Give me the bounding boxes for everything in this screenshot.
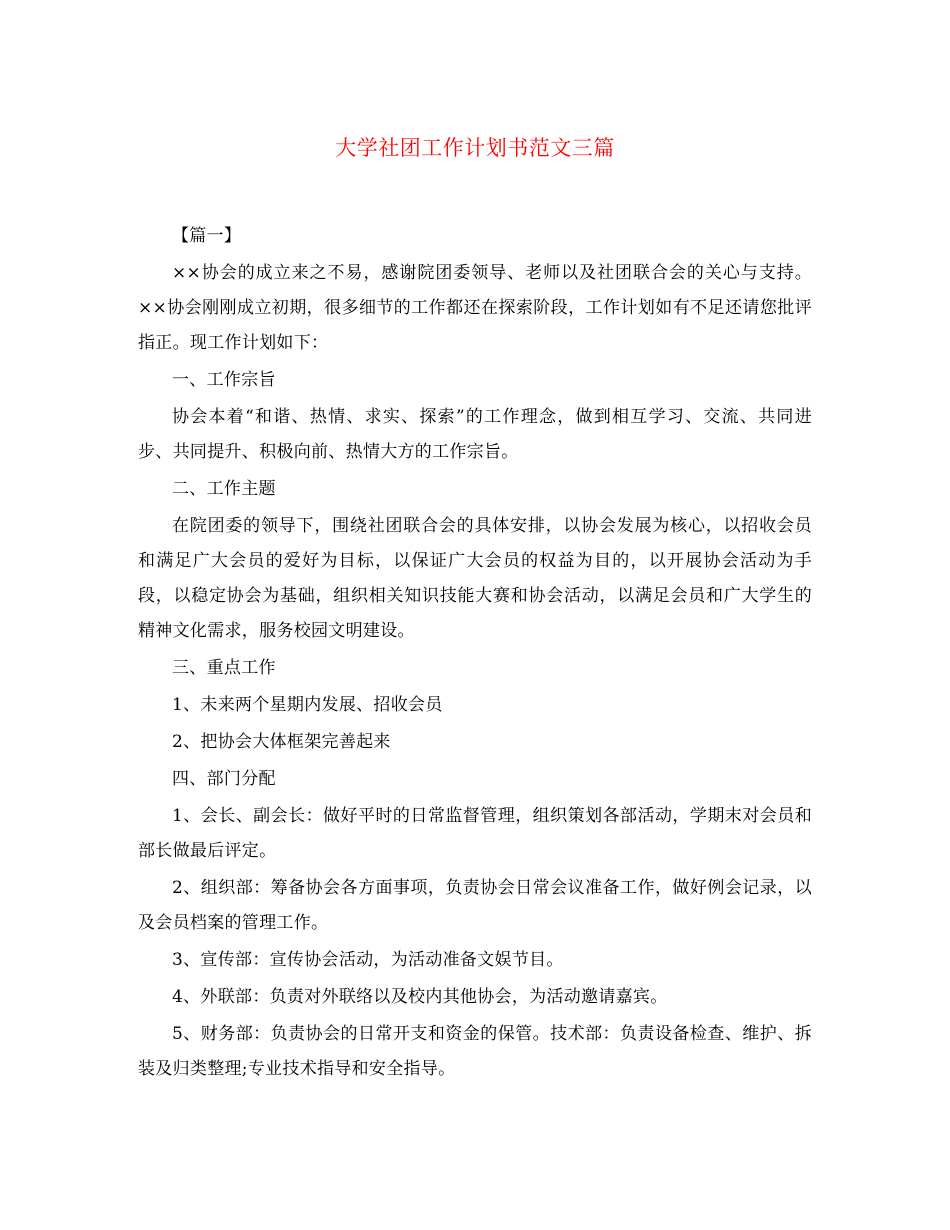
department-item-5: 5、财务部：负责协会的日常开支和资金的保管。技术部：负责设备检查、维护、拆装及归类整理;专业技术指导和安全指导。 — [138, 1024, 812, 1079]
paragraph-work-purpose: 协会本着“和谐、热情、求实、探索”的工作理念，做到相互学习、交流、共同进步、共同提升、积极向前、热情大方的工作宗旨。 — [138, 407, 812, 462]
department-item-3: 3、宣传部：宣传协会活动，为活动准备文娱节目。 — [172, 950, 564, 970]
heading-work-purpose: 一、工作宗旨 — [172, 370, 276, 390]
department-item-2: 2、组织部：筹备协会各方面事项，负责协会日常会议准备工作，做好例会记录，以及会员档案的管理工作。 — [138, 878, 812, 933]
paragraph-work-theme: 在院团委的领导下，围绕社团联合会的具体安排，以协会发展为核心，以招收会员和满足广大会员的爱好为目标，以保证广大会员的权益为目的，以开展协会活动为手段，以稳定协会为基础，组织相关知识技能大赛和协会活动，以满足会员和广大学生的精神文化需求，服务校园文明建设。 — [138, 516, 812, 641]
heading-department-assignment: 四、部门分配 — [172, 769, 276, 789]
department-item-1: 1、会长、副会长：做好平时的日常监督管理，组织策划各部活动，学期末对会员和部长做最后评定。 — [138, 806, 812, 861]
department-item-4: 4、外联部：负责对外联络以及校内其他协会，为活动邀请嘉宾。 — [172, 987, 668, 1007]
key-work-item-1: 1、未来两个星期内发展、招收会员 — [172, 695, 443, 715]
intro-paragraph: ××协会的成立来之不易，感谢院团委领导、老师以及社团联合会的关心与支持。××协会刚刚成立初期，很多细节的工作都还在探索阶段，工作计划如有不足还请您批评指正。现工作计划如下： — [138, 263, 812, 353]
document-title: 大学社团工作计划书范文三篇 — [335, 136, 615, 160]
document-body — [138, 219, 812, 1087]
heading-key-work: 三、重点工作 — [172, 658, 276, 678]
heading-work-theme: 二、工作主题 — [172, 479, 276, 499]
key-work-item-2: 2、把协会大体框架完善起来 — [172, 732, 391, 752]
section-heading-part-one: 【篇一】 — [172, 226, 242, 246]
